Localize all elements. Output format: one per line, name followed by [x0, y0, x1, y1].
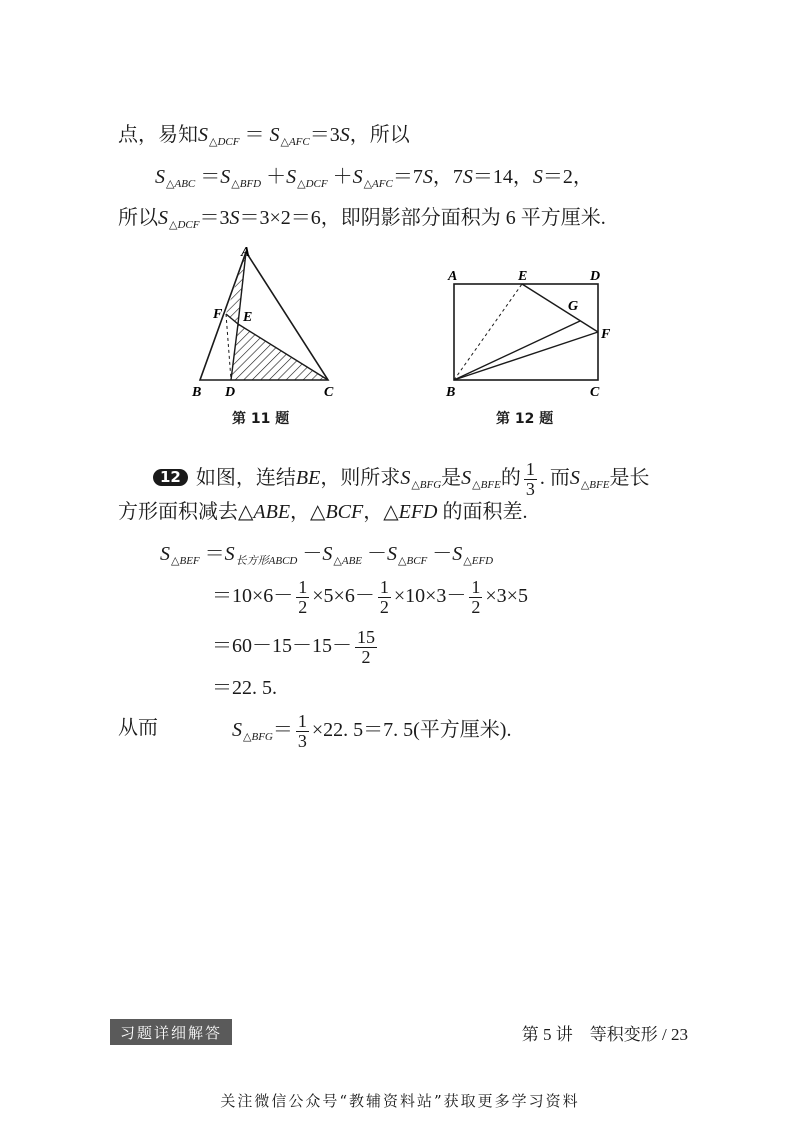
triangle-name: ABE: [253, 501, 291, 523]
text-segment: ×5×6－: [312, 584, 375, 607]
fraction-half: $\frac{1}{2}$: [471, 577, 481, 617]
segment-bg: [454, 321, 580, 380]
area-s-dcf: $S_{\triangle DCF}$: [198, 124, 240, 148]
text-segment: 的面积差.: [437, 501, 528, 523]
equation-line-2: [212, 578, 528, 617]
problem-number-badge: 12: [153, 469, 188, 486]
sub-abe: △ABE: [333, 555, 363, 567]
minus-sign: －: [432, 543, 453, 565]
point-label: B: [192, 385, 202, 400]
text-segment: 点，易知: [118, 124, 198, 146]
fraction-one-third: $\frac{1}{3}$: [297, 711, 307, 751]
equation-line-1: $S_{\triangle BEF} =S_{长方形ABCD} -S_{\triangle ABE} -S_{\triangle BCF} -S_{\triangle EFD}$: [160, 543, 494, 567]
conclusion-equation: $S_{\triangle BFG}=$ $\frac{1}{3}$ ×22. 5＝7. 5(平方厘米).: [232, 711, 512, 751]
sub-bfg: △BFG: [411, 478, 442, 491]
text-segment: ＝60－15－15－: [212, 634, 352, 657]
text-segment: ×10×3－: [393, 584, 467, 607]
sub-bef: △BEF: [171, 555, 200, 567]
sub-efd: △EFD: [463, 555, 494, 567]
point-label: F: [601, 327, 611, 342]
fraction-15-over-2: $\frac{15}{2}$: [357, 627, 375, 667]
point-label: D: [225, 385, 236, 400]
triangle-name: BCF: [325, 501, 364, 523]
sub-abc: △ABC: [166, 178, 196, 190]
point-label: C: [590, 385, 600, 400]
text-segment: 如图，连结: [195, 466, 296, 489]
text-segment: ＝3: [199, 207, 230, 229]
fraction-half: $\frac{1}{2}$: [298, 577, 308, 617]
text-segment: 是长: [609, 466, 650, 489]
text-segment: ，则所求: [320, 466, 401, 489]
sub-dcf: △DCF: [297, 178, 328, 190]
text-segment: ＝3: [309, 124, 340, 146]
sub-afc: △AFC: [363, 178, 393, 190]
point-label: A: [241, 245, 251, 260]
var-s: S: [532, 166, 543, 188]
segment-name: BE: [295, 466, 321, 489]
sub-rect: 长方形ABCD: [235, 555, 298, 567]
area-s-afc: $S_{\triangle AFC}$: [269, 124, 310, 148]
point-label: B: [446, 385, 456, 400]
sub-bfg: △BFG: [243, 730, 273, 743]
text-segment: ，△: [363, 501, 399, 523]
figure-11-caption: 第 11 题: [232, 411, 290, 427]
minus-sign: －: [302, 543, 323, 565]
text-segment: ＝14，: [472, 166, 533, 188]
text-segment: ＝3×2＝6，即阴影部分面积为 6 平方厘米.: [239, 207, 606, 229]
point-label: E: [518, 269, 528, 284]
text-segment: ＝2，: [542, 166, 593, 188]
point-label: G: [568, 299, 579, 314]
var-s: S: [462, 166, 473, 188]
text-segment: 是: [441, 466, 462, 489]
var-s: S: [229, 207, 240, 229]
text-segment: ，7: [432, 166, 463, 188]
figure-12: [440, 262, 620, 402]
point-label: C: [324, 385, 334, 400]
sub-dcf: △DCF: [169, 219, 200, 231]
text-segment: ＝: [244, 124, 265, 146]
equation-line-3: [212, 628, 380, 667]
point-label: F: [213, 307, 223, 322]
minus-sign: －: [367, 543, 388, 565]
conclusion-label: 从而: [118, 717, 158, 739]
point-label: A: [448, 269, 458, 284]
fraction-one-third: $\frac{1}{3}$: [525, 459, 535, 499]
equation-line-4: ＝22. 5.: [212, 677, 277, 699]
text-segment: . 而: [539, 466, 570, 489]
var-s: S: [339, 124, 350, 146]
page-footer: 第 5 讲 等积变形 / 23: [521, 1025, 688, 1044]
text-segment: ，所以: [349, 124, 410, 146]
var-s: S: [422, 166, 433, 188]
text-segment: ，△: [290, 501, 326, 523]
triangle-name: EFD: [398, 501, 438, 523]
figure-11: [188, 240, 348, 400]
text-segment: ＝10×6－: [212, 584, 294, 607]
figure-12-caption: 第 12 题: [496, 411, 554, 427]
fraction-half: $\frac{1}{2}$: [379, 577, 389, 617]
text-segment: ×22. 5＝7. 5(平方厘米).: [311, 718, 512, 741]
section-tag: 习题详细解答: [110, 1019, 232, 1045]
text-line-3: 所以$S_{\triangle DCF}=3S=3\times 2=6$，即阴影部分面积为 6 平方厘米.: [118, 207, 606, 231]
sub-bcf: △BCF: [398, 555, 428, 567]
text-line-2: $S_{\triangle ABC} =S_{\triangle BFD} +S_{\triangle DCF} +S_{\triangle AFC}=7S$，7S＝14，S＝2，: [155, 166, 593, 190]
segment-ef: [522, 284, 598, 332]
problem-12-line-2: [118, 502, 528, 522]
text-segment: ＝7: [392, 166, 423, 188]
segment-bf: [454, 332, 598, 380]
sub-bfe: △BFE: [472, 478, 501, 491]
problem-12-line-1: 12 如图，连结BE，则所求$S_{\triangle BFG}$是$S_{\triangle BFE}$的 $\frac{1}{3}$ . 而$S_{\triangle BFE}$是长: [153, 460, 649, 499]
sub-bfe: △BFE: [580, 478, 610, 491]
text-segment: ×3×5: [485, 584, 528, 607]
segment-fd-dashed: [226, 314, 231, 380]
text-line-1: [118, 125, 410, 148]
watermark-note: 关注微信公众号“教辅资料站”获取更多学习资料: [220, 1092, 580, 1110]
point-label: E: [243, 310, 253, 325]
point-label: D: [590, 269, 601, 284]
text-segment: 所以: [118, 207, 158, 229]
text-segment: 方形面积减去△: [118, 501, 254, 523]
text-segment: 的: [500, 466, 521, 489]
segment-be-dashed: [454, 284, 522, 380]
sub-bfd: △BFD: [231, 178, 262, 190]
text-segment: ＝: [272, 718, 293, 741]
